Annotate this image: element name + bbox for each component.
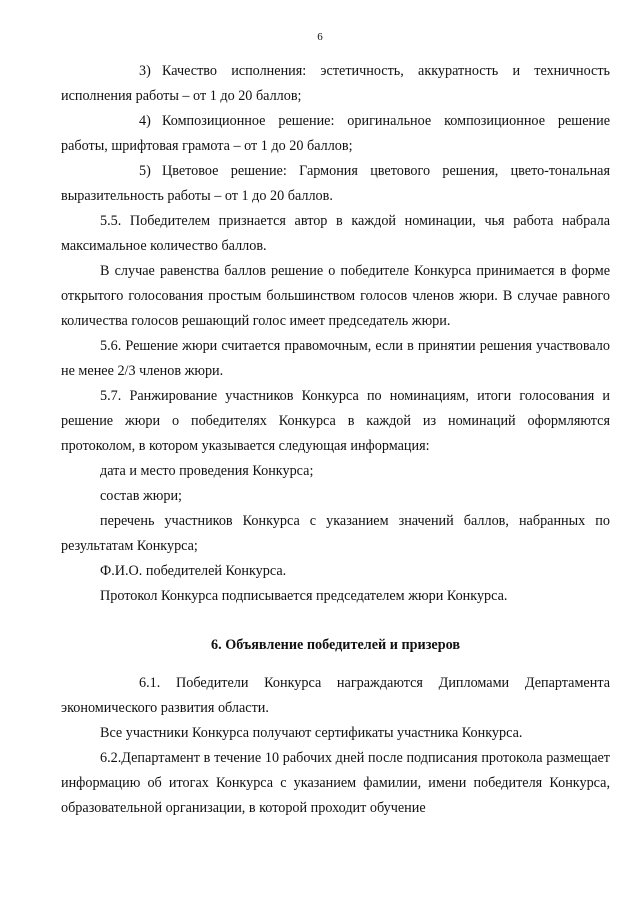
protocol-list-item: дата и место проведения Конкурса; (100, 463, 314, 479)
criterion-number: 4) (139, 113, 151, 129)
paragraph-5-5: 5.5. Победителем признается автор в каждой номинации, чья работа набрала максимальное количество баллов. (61, 213, 610, 254)
paragraph-number: 6.1. (139, 675, 161, 691)
page-number: 6 (317, 31, 323, 43)
section-6-heading: 6. Объявление победителей и призеров (211, 637, 460, 653)
paragraph-6-1 (61, 671, 610, 721)
protocol-list-item: состав жюри; (100, 488, 182, 504)
criterion-item (61, 159, 610, 209)
criterion-item (61, 109, 610, 159)
paragraph-6-1-text: Победители Конкурса награждаются Дипломами Департамента экономического развития области. (61, 675, 610, 716)
paragraph-5-7: 5.7. Ранжирование участников Конкурса по номинациям, итоги голосования и решение жюри о победителях Конкурса в каждой из номинаций оформляются протоколом, в котором указывается следующая информация: (61, 388, 610, 454)
protocol-list-item: Ф.И.О. победителей Конкурса. (100, 563, 287, 579)
criterion-number: 3) (139, 63, 151, 79)
criterion-item (61, 59, 610, 109)
paragraph-5-6: 5.6. Решение жюри считается правомочным, если в принятии решения участвовало не менее 2/3 членов жюри. (61, 338, 610, 379)
criterion-text: Композиционное решение: оригинальное композиционное решение работы, шрифтовая грамота – от 1 до 20 баллов; (61, 113, 610, 154)
criterion-text: Цветовое решение: Гармония цветового решения, цвето-тональная выразительность работы – от 1 до 20 баллов. (61, 163, 610, 204)
paragraph-6-2: 6.2.Департамент в течение 10 рабочих дней после подписания протокола размещает информацию об итогах Конкурса с указанием фамилии, имени победителя Конкурса, образовательной организации, в которой проходит обучение (61, 750, 610, 816)
paragraph-tie-rule: В случае равенства баллов решение о победителе Конкурса принимается в форме открытого голосования простым большинством голосов членов жюри. В случае равного количества голосов решающий голос имеет председатель жюри. (61, 263, 610, 329)
protocol-list-item: перечень участников Конкурса с указанием значений баллов, набранных по результатам Конкурса; (61, 513, 610, 554)
criterion-number: 5) (139, 163, 151, 179)
paragraph-protocol-signed: Протокол Конкурса подписывается председателем жюри Конкурса. (100, 588, 508, 604)
criterion-text: Качество исполнения: эстетичность, аккуратность и техничность исполнения работы – от 1 до 20 баллов; (61, 63, 610, 104)
paragraph-certificates: Все участники Конкурса получают сертификаты участника Конкурса. (100, 725, 523, 741)
document-body (61, 59, 610, 821)
